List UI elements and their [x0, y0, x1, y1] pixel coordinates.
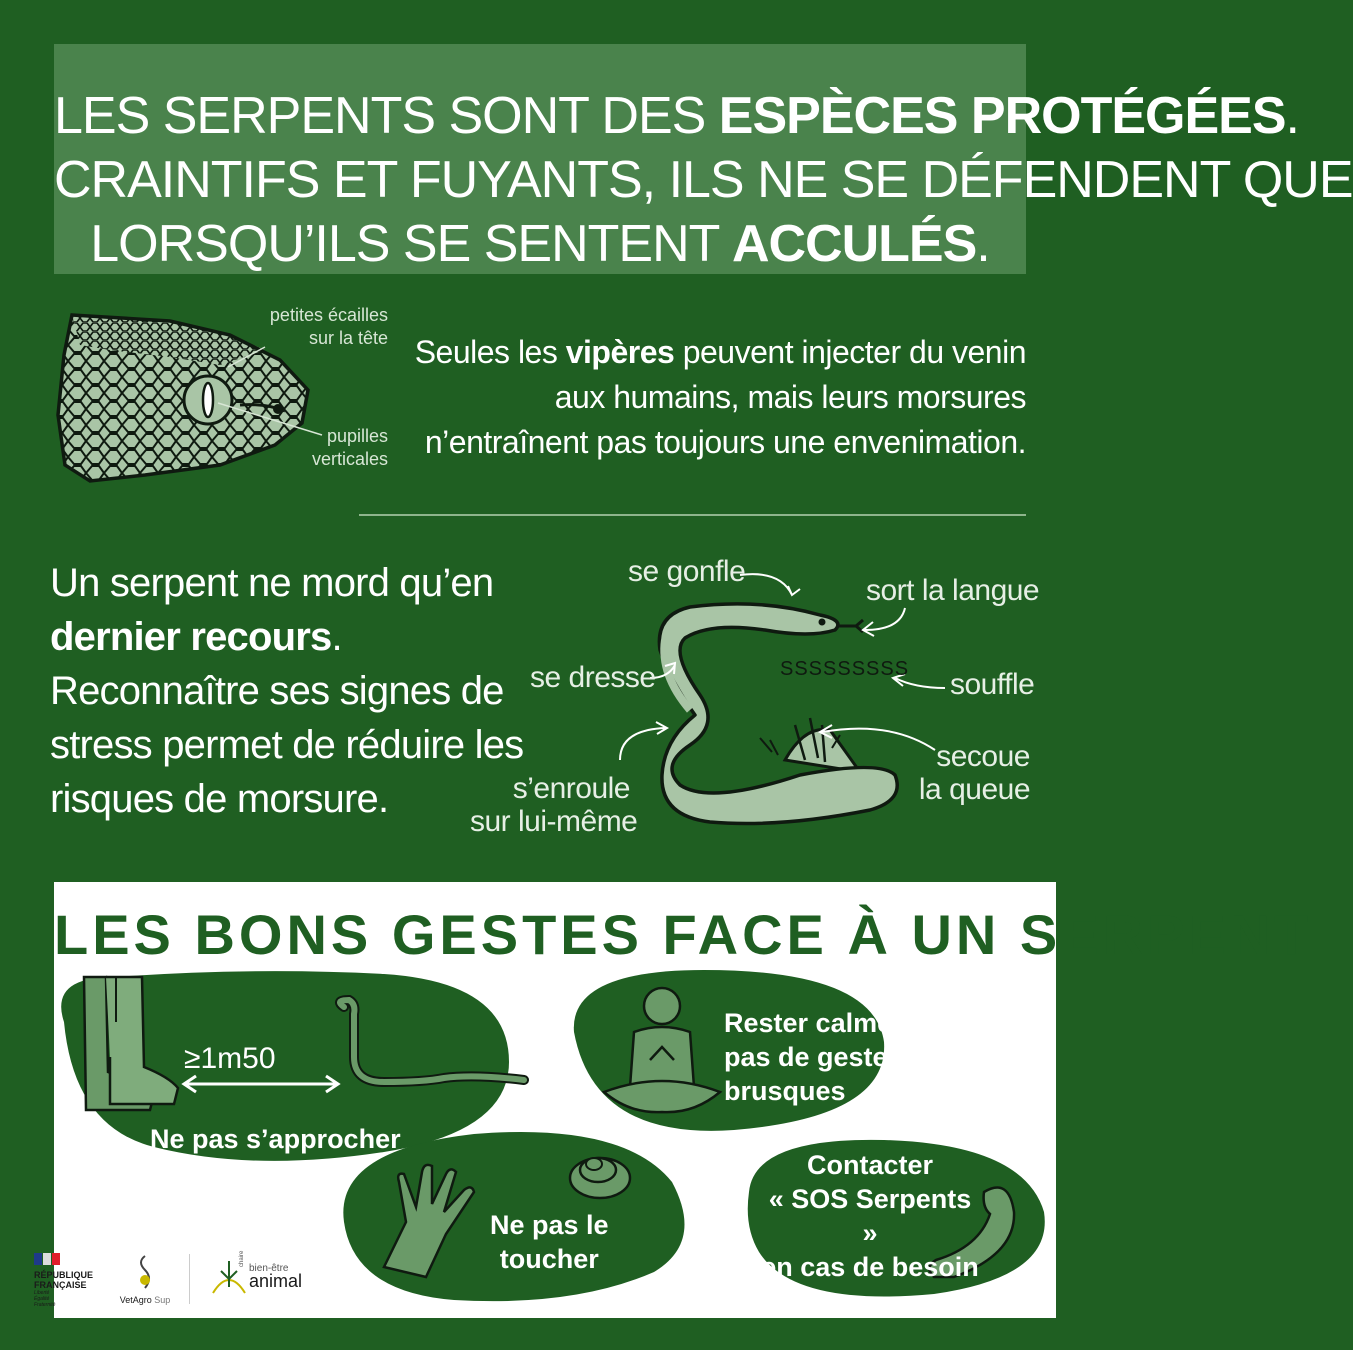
label-pupils: pupilles verticales: [311, 426, 388, 469]
republique-francaise-logo: RÉPUBLIQUE FRANÇAISE Liberté Égalité Fraternité: [34, 1252, 104, 1308]
label-se-dresse: se dresse: [530, 661, 656, 694]
vetagro-logo: VetAgro Sup: [114, 1254, 176, 1305]
header-banner: [54, 44, 1353, 274]
label-s-enroule: s’enroule sur lui-même: [470, 772, 638, 838]
good-gestures-panel: LES BONS GESTES FACE À UN SERPENT ≥1m50 Ne pas s’approcher Rester calme, pas de gestes brusques Ne pas le toucher Contacter « SOS Serpents » en cas de besoin RÉPUBLIQUE FRANÇAISE Liberté Égalité Fraternité VetAgro Sup chaire bien-être animal: [54, 882, 1056, 1318]
calm-text: Rester calme, pas de gestes brusques: [724, 1008, 903, 1106]
touch-text: Ne pas le toucher: [490, 1210, 609, 1274]
sos-text: Contacter « SOS Serpents » en cas de besoin: [761, 1150, 979, 1282]
label-scales: petites écailles sur la tête: [269, 305, 388, 348]
header-line-1: LES SERPENTS SONT DES ESPÈCES PROTÉGÉES.: [54, 87, 1299, 145]
coiled-snake-icon: [570, 1158, 630, 1198]
gestures-title: LES BONS GESTES FACE À UN SERPENT: [54, 903, 1313, 966]
distance-label: ≥1m50: [184, 1042, 276, 1075]
label-se-gonfle: se gonfle: [628, 555, 746, 588]
vetagro-emblem-icon: [135, 1254, 155, 1290]
header-line-3: LORSQU’ILS SE SENTENT ACCULÉS.: [90, 215, 990, 273]
label-souffle: souffle: [950, 668, 1035, 701]
label-sort-la-langue: sort la langue: [866, 574, 1040, 607]
stress-text: Un serpent ne mord qu’en dernier recours. Reconnaître ses signes de stress permet de réduire les risques de morsure.: [50, 561, 524, 821]
section-divider: [359, 514, 1026, 516]
header-line-2: CRAINTIFS ET FUYANTS, ILS NE SE DÉFENDENT QUE: [54, 151, 1353, 209]
viper-fact-text: Seules les vipères peuvent injecter du venin aux humains, mais leurs morsures n’entraînent pas toujours une envenimation.: [414, 334, 1026, 460]
marianne-flag-icon: [34, 1253, 60, 1265]
label-secoue-la-queue: secoue la queue: [918, 740, 1030, 806]
logo-divider: [189, 1254, 190, 1304]
label-hiss: SSSSSSSSS: [780, 658, 910, 680]
approach-text: Ne pas s’approcher: [150, 1124, 401, 1154]
